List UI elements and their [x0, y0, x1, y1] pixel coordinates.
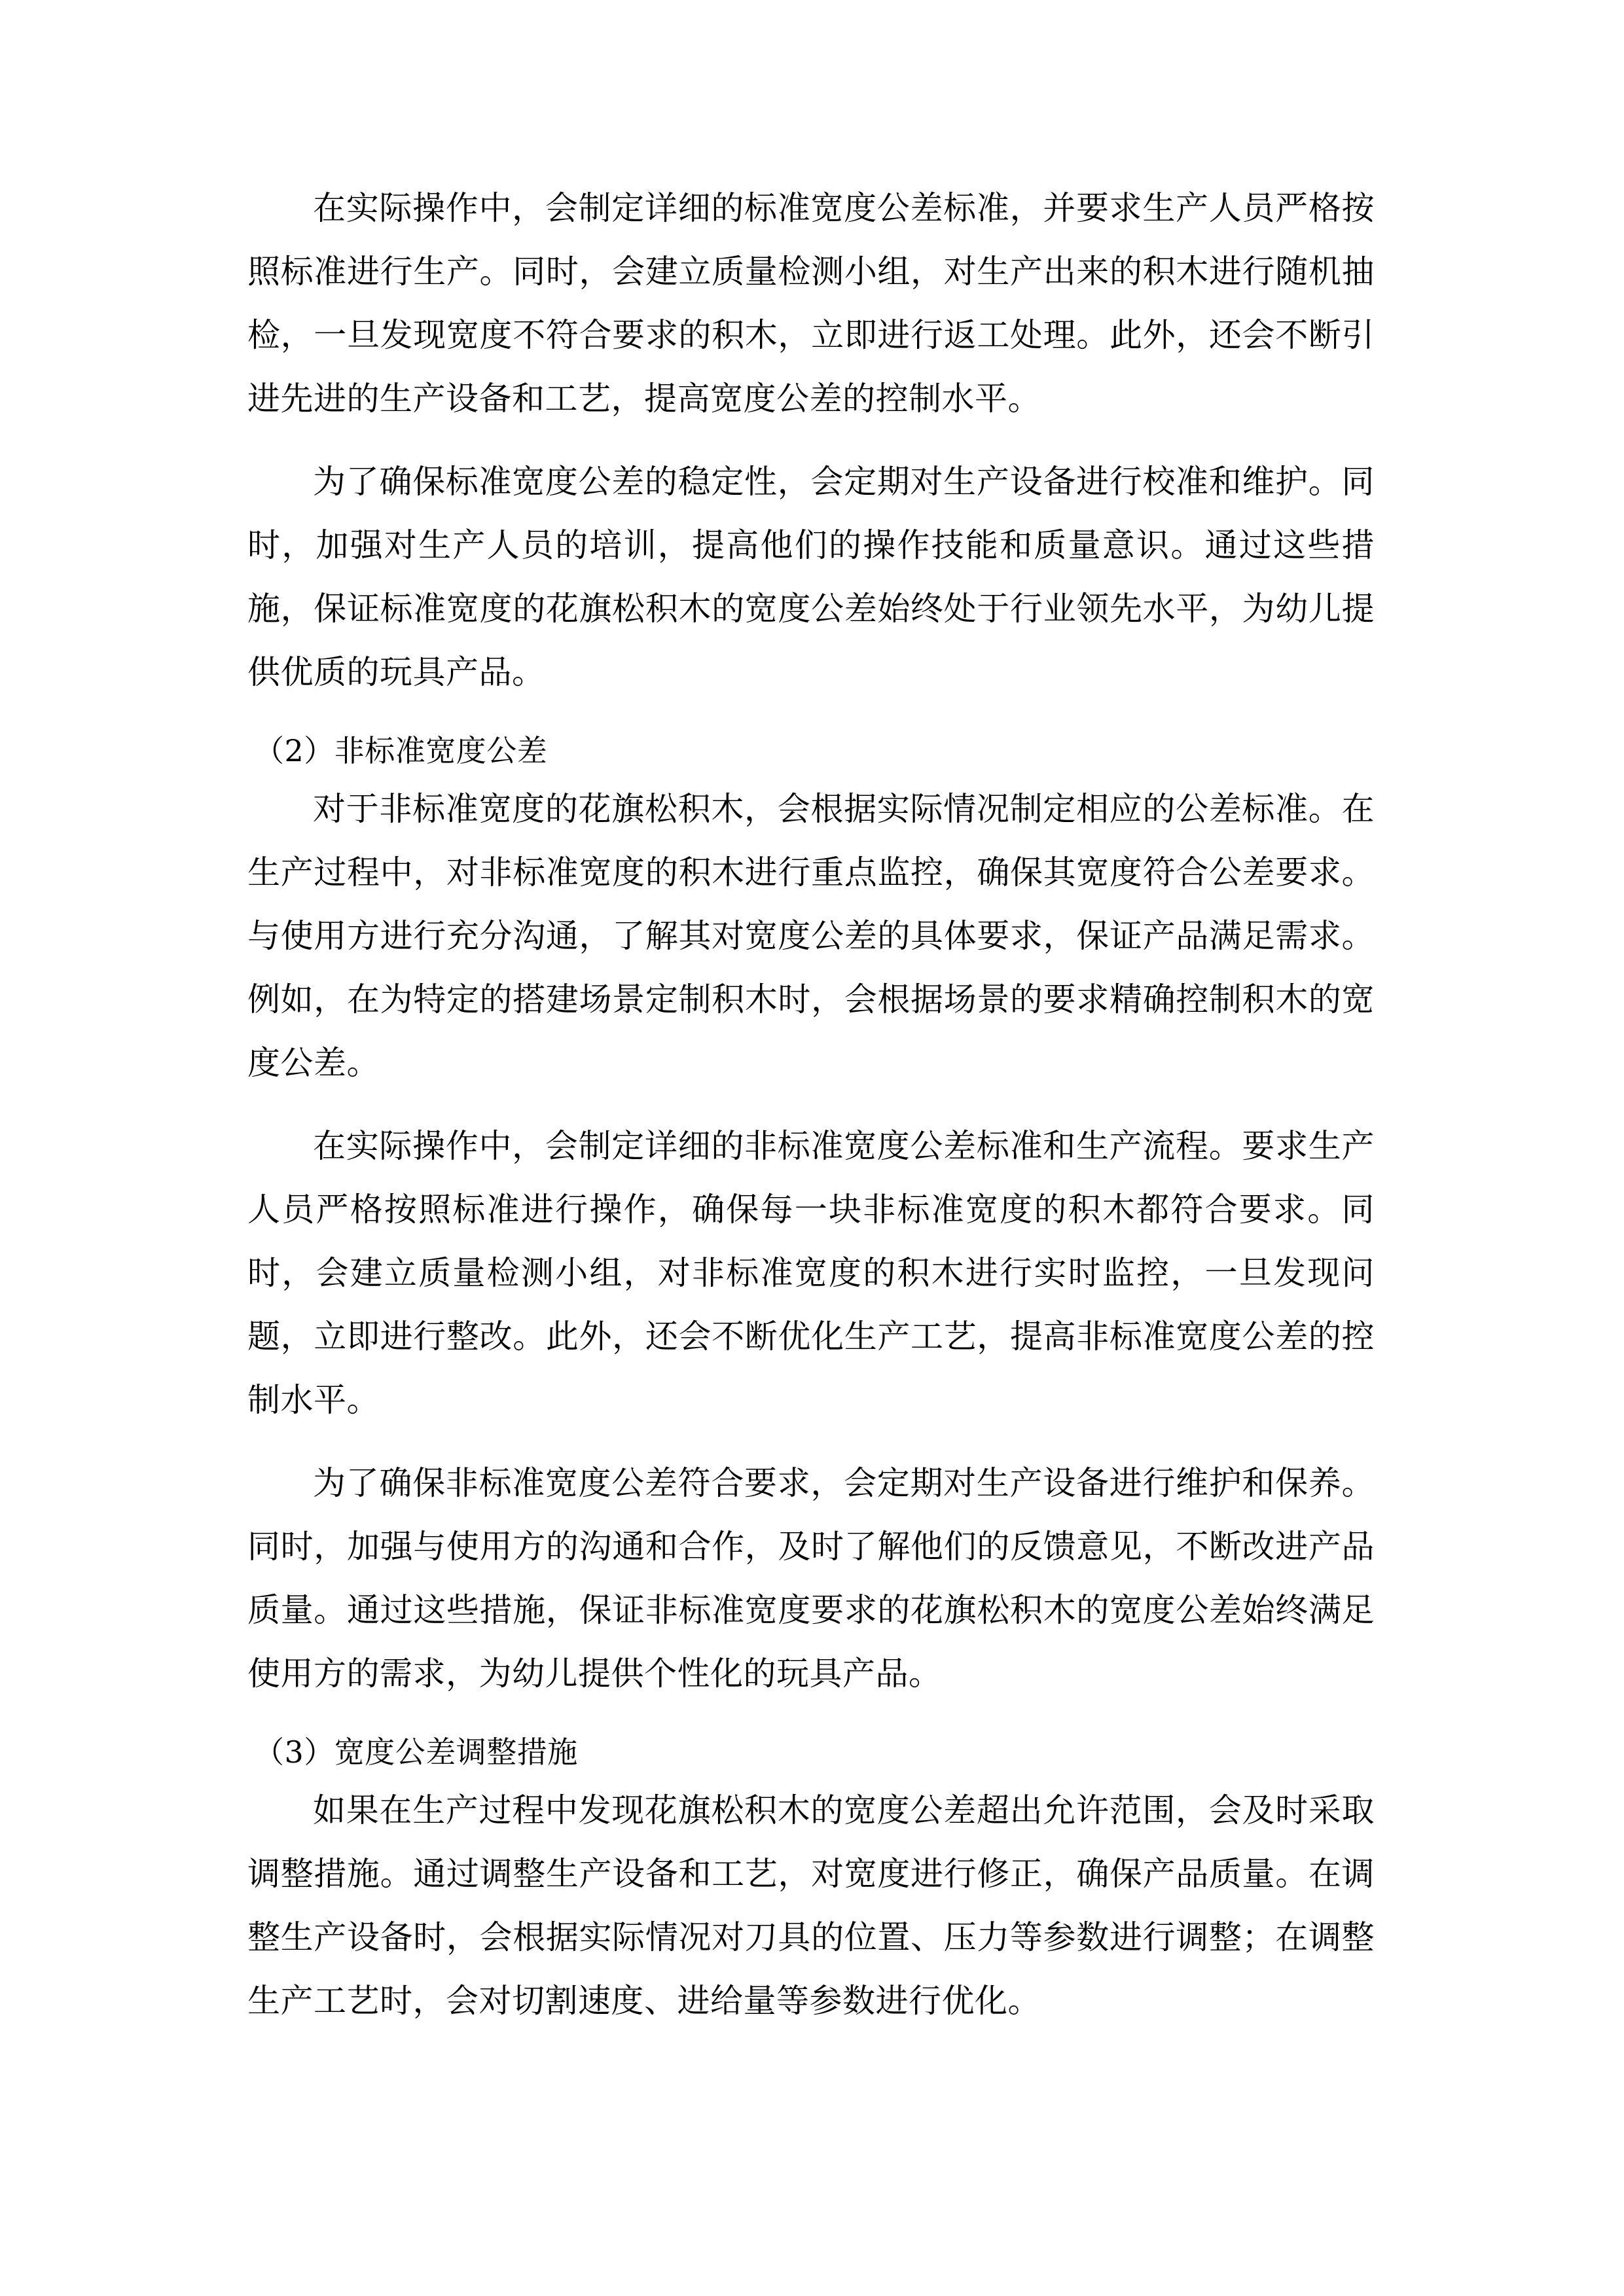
paragraph-width-adjustment-measures: 如果在生产过程中发现花旗松积木的宽度公差超出允许范围，会及时采取调整措施。通过调整生产设备和工艺，对宽度进行修正，确保产品质量。在调整生产设备时，会根据实际情况对刀具的位置、压力等参数进行调整；在调整生产工艺时，会对切割速度、进给量等参数进行优化。 — [247, 1791, 1375, 2020]
paragraph-standard-width-stability: 为了确保标准宽度公差的稳定性，会定期对生产设备进行校准和维护。同时，加强对生产人员的培训，提高他们的操作技能和质量意识。通过这些措施，保证标准宽度的花旗松积木的宽度公差始终处于行业领先水平，为幼儿提供优质的玩具产品。 — [247, 463, 1375, 691]
paragraph-standard-width-operation: 在实际操作中，会制定详细的标准宽度公差标准，并要求生产人员严格按照标准进行生产。同时，会建立质量检测小组，对生产出来的积木进行随机抽检，一旦发现宽度不符合要求的积木，立即进行返工处理。此外，还会不断引进先进的生产设备和工艺，提高宽度公差的控制水平。 — [247, 189, 1375, 418]
document-body — [247, 177, 1375, 2053]
section-heading-nonstandard-width: （2）非标准宽度公差 — [254, 733, 548, 768]
paragraph-nonstandard-width-requirements: 为了确保非标准宽度公差符合要求，会定期对生产设备进行维护和保养。同时，加强与使用方的沟通和合作，及时了解他们的反馈意见，不断改进产品质量。通过这些措施，保证非标准宽度要求的花旗松积木的宽度公差始终满足使用方的需求，为幼儿提供个性化的玩具产品。 — [247, 1464, 1375, 1693]
paragraph-nonstandard-width-intro: 对于非标准宽度的花旗松积木，会根据实际情况制定相应的公差标准。在生产过程中，对非标准宽度的积木进行重点监控，确保其宽度符合公差要求。与使用方进行充分沟通，了解其对宽度公差的具体要求，保证产品满足需求。例如，在为特定的搭建场景定制积木时，会根据场景的要求精确控制积木的宽度公差。 — [247, 790, 1375, 1082]
paragraph-nonstandard-width-operation: 在实际操作中，会制定详细的非标准宽度公差标准和生产流程。要求生产人员严格按照标准进行操作，确保每一块非标准宽度的积木都符合要求。同时，会建立质量检测小组，对非标准宽度的积木进行实时监控，一旦发现问题，立即进行整改。此外，还会不断优化生产工艺，提高非标准宽度公差的控制水平。 — [247, 1127, 1375, 1419]
section-heading-width-adjustment: （3）宽度公差调整措施 — [254, 1734, 578, 1770]
